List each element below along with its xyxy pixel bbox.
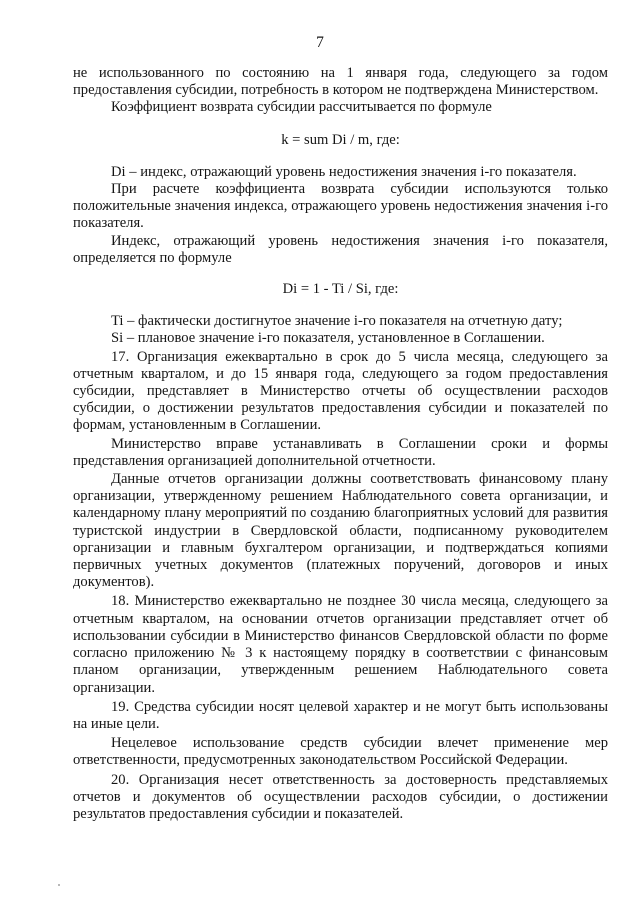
document-body bbox=[73, 65, 608, 823]
paragraph-si-definition: Si – плановое значение i-го показателя, установленное в Соглашении. bbox=[111, 330, 545, 347]
paragraph-positive-values: При расчете коэффициента возврата субсидии используются только положительные значения индекса, отражающего уровень недостижения значения i-го показателя. bbox=[73, 181, 608, 232]
formula-return-coefficient: k = sum Di / m, где: bbox=[281, 131, 400, 148]
paragraph-di-definition: Di – индекс, отражающий уровень недостижения значения i-го показателя. bbox=[111, 163, 577, 180]
paragraph-misuse-liability: Нецелевое использование средств субсидии влечет применение мер ответственности, предусмотренных законодательством Российской Федерации. bbox=[73, 735, 608, 769]
paragraph-section-19: 19. Средства субсидии носят целевой характер и не могут быть использованы на иные цели. bbox=[73, 698, 608, 732]
paragraph-report-data: Данные отчетов организации должны соответствовать финансовому плану организации, утвержденному решением Наблюдательного совета организации, и календарному плану мероприятий по созданию благоприятных условий для развития туристской индустрии в Свердловской области, подписанному руководителем организации и главным бухгалтером организации, и подтверждаться копиями первичных учетных документов (платежных поручений, договоров и иных документов). bbox=[73, 471, 608, 591]
paragraph-section-20: 20. Организация несет ответственность за достоверность представляемых отчетов и документов об осуществлении расходов субсидии, о достижении результатов предоставления субсидии и показателей. bbox=[73, 771, 608, 822]
paragraph-index-intro: Индекс, отражающий уровень недостижения значения i-го показателя, определяется по формуле bbox=[73, 232, 608, 266]
paragraph-continuation: не использованного по состоянию на 1 января года, следующего за годом предоставления субсидии, потребность в котором не подтверждена Министерством. bbox=[73, 65, 608, 99]
paragraph-coefficient-intro: Коэффициент возврата субсидии рассчитывается по формуле bbox=[111, 99, 492, 116]
paragraph-section-18: 18. Министерство ежеквартально не позднее 30 числа месяца, следующего за отчетным кварталом, на основании отчетов организации представляет отчет об использовании субсидии в Министерство финансов Свердловской области по форме согласно приложению № 3 к настоящему порядку в соответствии с финансовым планом организации, утвержденным решением Наблюдательного совета организации. bbox=[73, 593, 608, 696]
paragraph-ti-definition: Ti – фактически достигнутое значение i-го показателя на отчетную дату; bbox=[111, 313, 563, 330]
formula-index: Di = 1 - Ti / Si, где: bbox=[282, 281, 399, 298]
paragraph-section-17: 17. Организация ежеквартально в срок до 5 числа месяца, следующего за отчетным кварталом, и до 15 января года, следующего за годом предоставления субсидии, представляет в Министерство отчеты об осуществлении расходов субсидии, о достижении результатов предоставления субсидии и показателей по формам, установленным в Соглашении. bbox=[73, 348, 608, 434]
page-number: 7 bbox=[316, 34, 324, 51]
scan-speck bbox=[58, 884, 60, 886]
paragraph-additional-reporting: Министерство вправе устанавливать в Соглашении сроки и формы представления организацией дополнительной отчетности. bbox=[73, 435, 608, 469]
